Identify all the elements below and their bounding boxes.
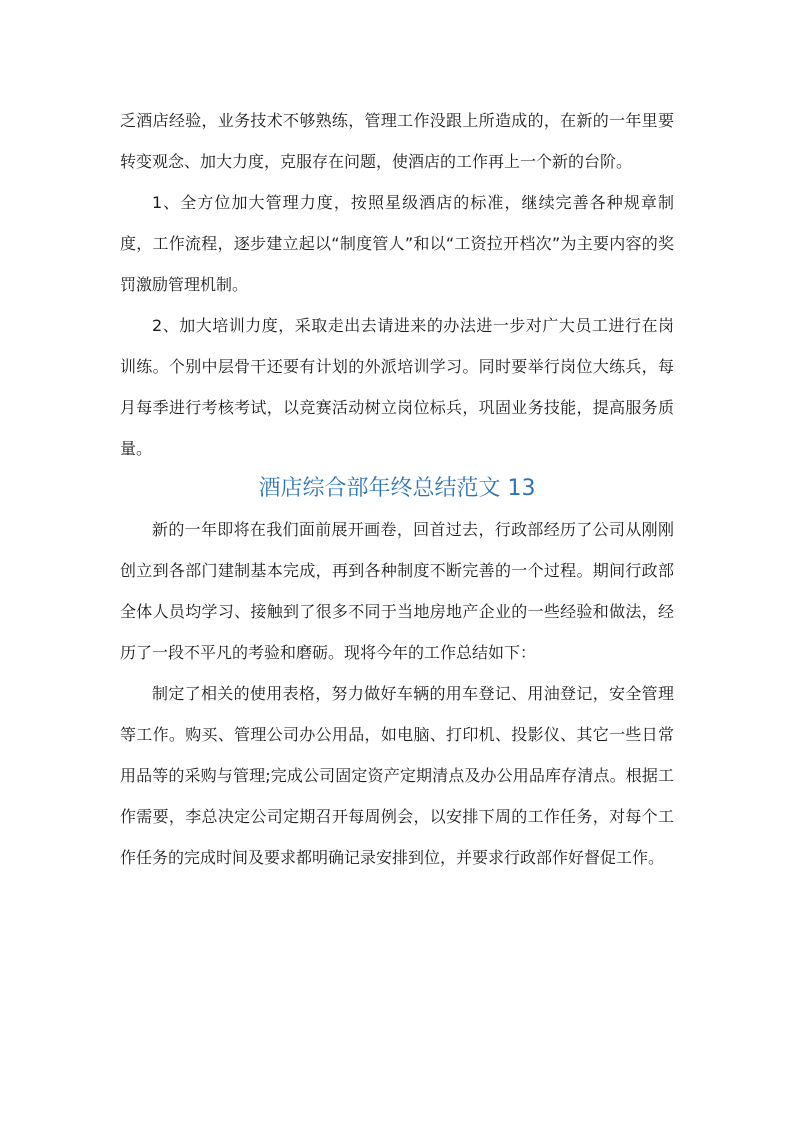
paragraph-point-2: 2、加大培训力度，采取走出去请进来的办法进一步对广大员工进行在岗训练。个别中层骨干还要有计划的外派培训学习。同时要举行岗位大练兵，每月每季进行考核考试，以竞赛活动树立岗位标兵，巩固业务技能，提高服务质量。 [120,316,674,458]
section-summary [120,509,674,878]
section-previous [120,100,674,469]
paragraph-point-1: 1、全方位加大管理力度，按照星级酒店的标准，继续完善各种规章制度，工作流程，逐步建立起以“制度管人”和以“工资拉开档次”为主要内容的奖罚激励管理机制。 [120,193,674,294]
document-page [120,100,674,878]
paragraph-work-details: 制定了相关的使用表格，努力做好车辆的用车登记、用油登记，安全管理等工作。购买、管理公司办公用品，如电脑、打印机、投影仪、其它一些日常用品等的采购与管理;完成公司固定资产定期清点及办公用品库存清点。根据工作需要，李总决定公司定期召开每周例会，以安排下周的工作任务，对每个工作任务的完成时间及要求都明确记录安排到位，并要求行政部作好督促工作。 [120,684,674,867]
paragraph-continuation: 乏酒店经验，业务技术不够熟练，管理工作没跟上所造成的，在新的一年里要转变观念、加大力度，克服存在问题，使酒店的工作再上一个新的台阶。 [120,111,674,171]
section-heading: 酒店综合部年终总结范文 13 [258,476,536,501]
paragraph-intro: 新的一年即将在我们面前展开画卷，回首过去，行政部经历了公司从刚刚创立到各部门建制基本完成，再到各种制度不断完善的一个过程。期间行政部全体人员均学习、接触到了很多不同于当地房地产企业的一些经验和做法，经历了一段不平凡的考验和磨砺。现将今年的工作总结如下： [120,520,674,662]
